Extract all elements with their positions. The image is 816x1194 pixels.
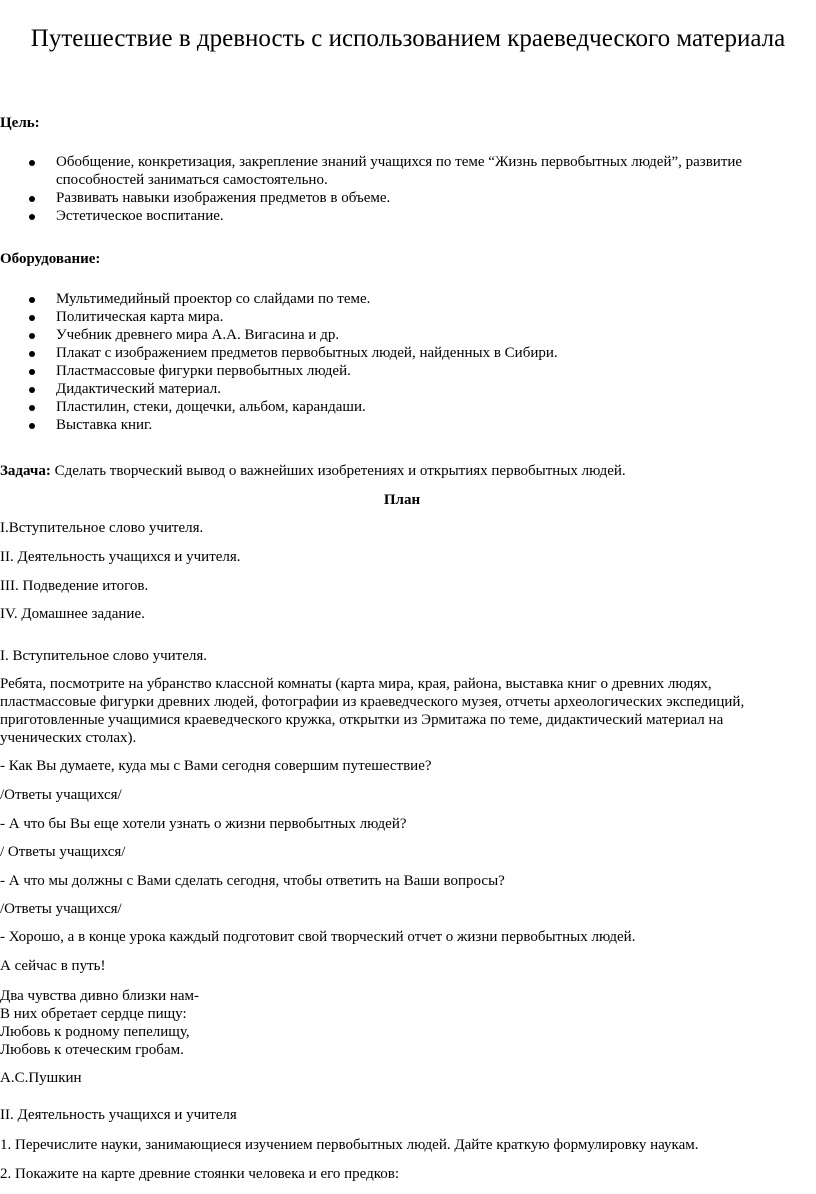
list-item: Пластмассовые фигурки первобытных людей. [0, 362, 804, 380]
section-heading: II. Деятельность учащихся и учителя [0, 1107, 237, 1123]
plan-item: IV. Домашнее задание. [0, 606, 145, 622]
intro-paragraph: Ребята, посмотрите на убранство классной комнаты (карта мира, края, района, выставка книг о древних людях, пластмассовые фигурки древних людей, фотографии из краеведческого музея, отчеты археологических экспедиций, приготовленные учащимися краеведческого кружка, открытки из Эрмитажа по теме, дидактический материал на ученических столах). [0, 676, 745, 746]
list-item: Политическая карта мира. [0, 308, 804, 326]
task-paragraph [0, 462, 804, 480]
dialogue-line: / Ответы учащихся/ [0, 844, 126, 860]
dialogue-line: - А что бы Вы еще хотели узнать о жизни первобытных людей? [0, 816, 407, 832]
list-item: Обобщение, конкретизация, закрепление знаний учащихся по теме “Жизнь первобытных людей”, развитие способностей заниматься самостоятельно. [0, 153, 804, 189]
poem-line: Любовь к родному пепелищу, [0, 1024, 190, 1040]
bullet-icon [29, 369, 35, 375]
list-item: Мультимедийный проектор со слайдами по теме. [0, 290, 804, 308]
poem-author: А.С.Пушкин [0, 1070, 82, 1086]
bullet-icon [29, 160, 35, 166]
dialogue-line: /Ответы учащихся/ [0, 901, 122, 917]
dialogue-line: А сейчас в путь! [0, 958, 106, 974]
poem-line: В них обретает сердце пищу: [0, 1006, 187, 1022]
goal-label: Цель: [0, 115, 40, 131]
equipment-list [0, 290, 804, 434]
list-item: Развивать навыки изображения предметов в объеме. [0, 189, 804, 207]
plan-item: II. Деятельность учащихся и учителя. [0, 549, 241, 565]
plan-heading: План [383, 492, 421, 508]
bullet-icon [29, 214, 35, 220]
task-item: 1. Перечислите науки, занимающиеся изучением первобытных людей. Дайте краткую формулировку наукам. [0, 1137, 699, 1153]
document-title: Путешествие в древность с использованием краеведческого материала [30, 25, 786, 52]
list-item: Выставка книг. [0, 416, 804, 434]
list-item: Плакат с изображением предметов первобытных людей, найденных в Сибири. [0, 344, 804, 362]
bullet-icon [29, 387, 35, 393]
plan-item: I.Вступительное слово учителя. [0, 520, 204, 536]
bullet-icon [29, 333, 35, 339]
bullet-icon [29, 423, 35, 429]
section-heading: I. Вступительное слово учителя. [0, 648, 208, 664]
bullet-icon [29, 196, 35, 202]
list-item: Учебник древнего мира А.А. Вигасина и др. [0, 326, 804, 344]
bullet-icon [29, 351, 35, 357]
goals-list [0, 153, 804, 225]
equipment-label: Оборудование: [0, 251, 101, 267]
bullet-icon [29, 405, 35, 411]
dialogue-line: - Как Вы думаете, куда мы с Вами сегодня совершим путешествие? [0, 758, 432, 774]
bullet-icon [29, 315, 35, 321]
list-item: Эстетическое воспитание. [0, 207, 804, 225]
task-item: 2. Покажите на карте древние стоянки человека и его предков: [0, 1166, 400, 1182]
list-item: Дидактический материал. [0, 380, 804, 398]
task-label: Задача: [0, 463, 51, 479]
dialogue-line: - А что мы должны с Вами сделать сегодня, чтобы ответить на Ваши вопросы? [0, 873, 505, 889]
poem-line: Любовь к отеческим гробам. [0, 1042, 184, 1058]
task-text: Сделать творческий вывод о важнейших изобретениях и открытиях первобытных людей. [50, 463, 626, 479]
poem [0, 987, 804, 1059]
list-item: Пластилин, стеки, дощечки, альбом, карандаши. [0, 398, 804, 416]
plan-item: III. Подведение итогов. [0, 578, 149, 594]
dialogue-line: - Хорошо, а в конце урока каждый подготовит свой творческий отчет о жизни первобытных людей. [0, 929, 636, 945]
dialogue-line: /Ответы учащихся/ [0, 787, 122, 803]
bullet-icon [29, 297, 35, 303]
poem-line: Два чувства дивно близки нам- [0, 988, 200, 1004]
